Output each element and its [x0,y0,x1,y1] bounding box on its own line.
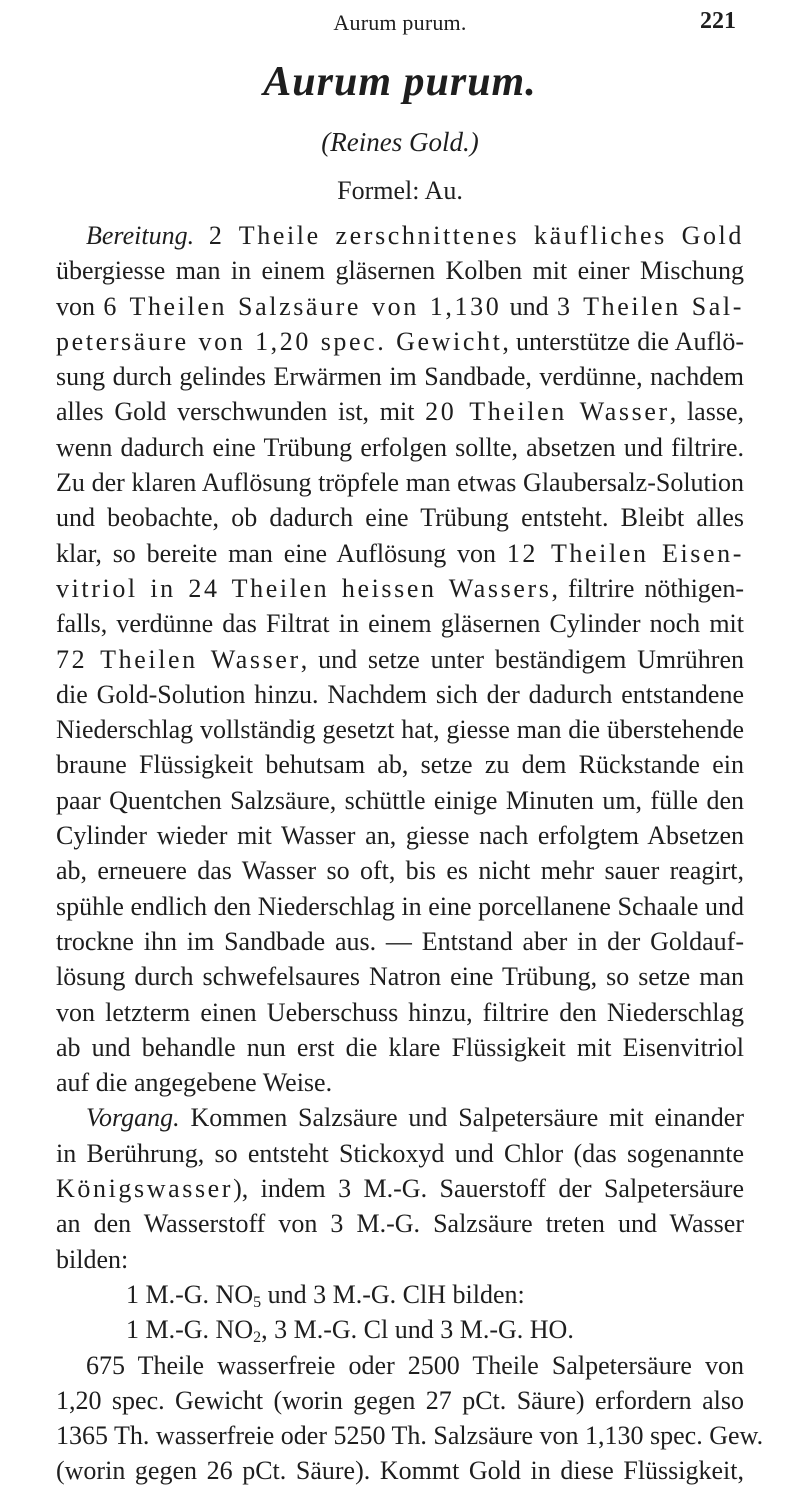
text-line: Zu der klaren Auflösung tröpfele man etwas Glaubersalz-Solution [56,468,744,498]
text-span: vitriol in 24 Theilen heissen Wassers [56,573,552,603]
text-line [56,218,744,253]
text-span: , lasse, [669,397,744,427]
text-span: 72 Theilen Wasser [56,644,301,674]
text-line [56,571,744,606]
text-line: übergiesse man in einem gläsernen Kolben mit einer Mischung [56,256,744,286]
text-line: von letzterm einen Ueberschuss hinzu, filtrire den Niederschlag [56,997,744,1027]
text-line [56,289,744,324]
chemical-formula: Formel: Au. [337,176,463,205]
text-line: spühle endlich den Niederschlag in eine porcellanene Schaale und [56,891,744,921]
text-line [56,642,744,677]
text-line: 1,20 spec. Gewicht (worin gegen 27 pCt. Säure) erfordern also [56,1385,744,1415]
text-line [56,536,744,571]
text-line: falls, verdünne das Filtrat in einem gläsernen Cylinder noch mit [56,609,744,639]
subscript: 2 [253,1329,262,1347]
text-line: ab, erneuere das Wasser so oft, bis es nicht mehr sauer reagirt, [56,856,744,886]
text-line: 675 Theile wasserfreie oder 2500 Theile Salpetersäure von [86,1350,744,1380]
text-line: ab und behandle nun erst die klare Flüssigkeit mit Eisenvitriol [56,1032,744,1062]
text-line: trockne ihn im Sandbade aus. — Entstand aber in der Goldauf- [56,926,744,956]
text-span: Kommen Salzsäure und Salpetersäure mit einander [179,1103,744,1133]
text-line: lösung durch schwefelsaures Natron eine Trübung, so setze man [56,962,744,992]
text-span: von [56,291,104,321]
body-text [56,218,764,1489]
running-head [0,4,800,44]
text-span: 1 M.-G. NO [126,1279,254,1309]
text-span: , und setze unter beständigem Umrühren [300,644,744,674]
text-line: an den Wasserstoff von 3 M.-G. Salzsäure treten und Wasser [56,1209,744,1239]
text-line [56,1100,744,1135]
text-line: (worin gegen 26 pCt. Säure). Kommt Gold in diese Flüssigkeit, [56,1456,744,1486]
text-line [56,394,744,429]
text-span: und 3 M.-G. ClH bilden: [261,1279,525,1309]
text-span: und [501,291,558,321]
text-line [56,1171,744,1206]
text-line: sung durch gelindes Erwärmen im Sandbade, verdünne, nachdem [56,362,744,392]
text-line: bilden: [56,1244,129,1274]
text-line: auf die angegebene Weise. [56,1068,333,1098]
text-span: 12 Theilen Eisen- [506,538,744,568]
text-line [56,324,744,359]
text-span: 1 M.-G. NO [126,1315,254,1345]
text-line: und beobachte, ob dadurch eine Trübung entsteht. Bleibt alles [56,503,744,533]
text-line: in Berührung, so entsteht Stickoxyd und Chlor (das sogenannte [56,1138,744,1168]
text-line: Cylinder wieder mit Wasser an, giesse nach erfolgtem Absetzen [56,821,744,851]
text-span: 6 Theilen Salzsäure von 1,130 [103,291,502,321]
equation-line [56,1312,744,1347]
text-line: wenn dadurch eine Trübung erfolgen sollte, absetzen und filtrire. [56,432,744,462]
text-line: paar Quentchen Salzsäure, schüttle einige Minuten um, fülle den [56,785,744,815]
text-line: 1365 Th. wasserfreie oder 5250 Th. Salzsäure von 1,130 spec. Gew. [56,1421,764,1451]
running-title: Aurum purum. [333,10,467,35]
subscript: 5 [253,1293,262,1311]
text-span: petersäure von 1,20 spec. Gewicht [56,326,503,356]
equation-line [56,1277,744,1312]
text-span: 3 Theilen Sal- [557,291,745,321]
text-span: , filtrire nöthigen- [551,573,744,603]
article-subtitle: (Reines Gold.) [321,127,479,157]
text-span: , unterstütze die Auflö- [502,326,744,356]
article-title: Aurum purum. [263,59,537,105]
section-label-bereitung: Bereitung. [86,221,195,250]
page-number: 221 [700,8,736,34]
text-span: Königswasser [56,1174,234,1204]
text-span: , 3 M.-G. Cl und 3 M.-G. HO. [261,1315,574,1345]
text-span: ), indem 3 M.-G. Sauerstoff der Salpetersäure [233,1174,744,1204]
text-span: klar, so bereite man eine Auflösung von [56,538,507,568]
text-span: 2 Theile zerschnittenes käufliches Gold [194,221,744,250]
text-span: alles Gold verschwunden ist, mit [56,397,426,427]
text-line: Niederschlag vollständig gesetzt hat, giesse man die überstehende [56,715,744,745]
text-line: braune Flüssigkeit behutsam ab, setze zu dem Rückstande ein [56,750,744,780]
text-line: die Gold-Solution hinzu. Nachdem sich der dadurch entstandene [56,679,744,709]
section-label-vorgang: Vorgang. [86,1103,180,1133]
text-span: 20 Theilen Wasser [425,397,670,427]
